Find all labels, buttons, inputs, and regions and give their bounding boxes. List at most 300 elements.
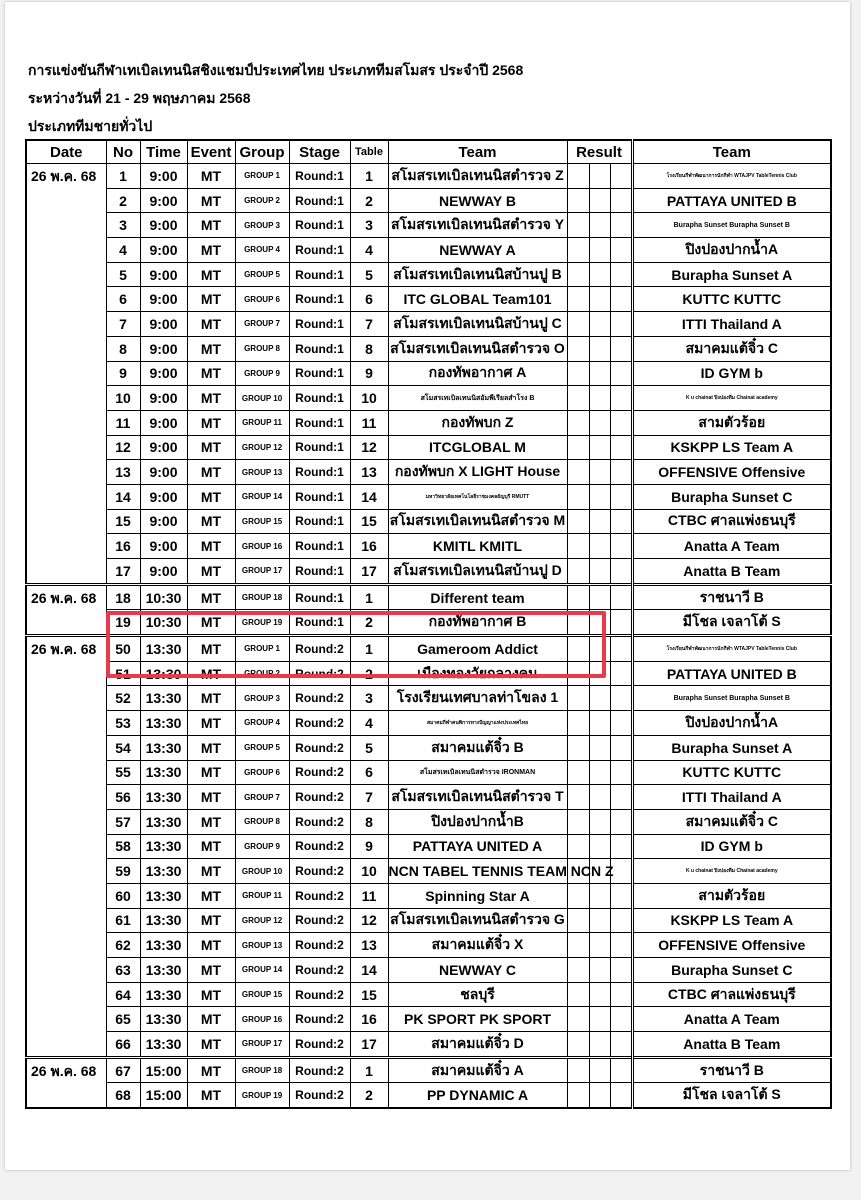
table-row	[26, 785, 831, 810]
col-header-group: Group	[235, 140, 289, 164]
team-home-cell: โรงเรียนเทศบาลท่าโขลง 1	[388, 686, 567, 711]
group-cell: GROUP 19	[235, 1083, 289, 1108]
team-away-cell: สามตัวร้อย	[632, 410, 831, 435]
table-no-cell: 5	[350, 262, 388, 287]
event-cell: MT	[187, 336, 235, 361]
result-cell-left	[567, 760, 589, 785]
team-away-cell: KSKPP LS Team A	[632, 908, 831, 933]
result-cell-mid	[589, 484, 610, 509]
group-cell: GROUP 4	[235, 711, 289, 736]
result-cell-left	[567, 435, 589, 460]
table-row	[26, 312, 831, 337]
team-away-cell: KUTTC KUTTC	[632, 760, 831, 785]
result-cell-right	[610, 933, 632, 958]
match-no-cell: 61	[106, 908, 140, 933]
result-cell-left	[567, 262, 589, 287]
event-cell: MT	[187, 410, 235, 435]
stage-cell: Round:1	[289, 534, 350, 559]
time-cell: 10:30	[140, 584, 187, 610]
team-away-cell: KUTTC KUTTC	[632, 287, 831, 312]
team-home-cell: KMITL KMITL	[388, 534, 567, 559]
table-row	[26, 336, 831, 361]
table-no-cell: 3	[350, 686, 388, 711]
result-cell-right	[610, 785, 632, 810]
event-cell: MT	[187, 262, 235, 287]
table-no-cell: 8	[350, 336, 388, 361]
time-cell: 13:30	[140, 1007, 187, 1032]
table-row	[26, 1032, 831, 1058]
team-away-cell: Anatta B Team	[632, 559, 831, 585]
team-home-cell: NEWWAY C	[388, 958, 567, 983]
result-cell-left	[567, 188, 589, 213]
date-cell: 26 พ.ค. 68	[26, 164, 106, 585]
match-no-cell: 65	[106, 1007, 140, 1032]
result-cell-right	[610, 509, 632, 534]
event-cell: MT	[187, 883, 235, 908]
stage-cell: Round:1	[289, 410, 350, 435]
result-cell-mid	[589, 213, 610, 238]
team-home-cell: สโมสรเทเบิลเทนนิสตำรวจ O	[388, 336, 567, 361]
stage-cell: Round:2	[289, 809, 350, 834]
result-cell-left	[567, 460, 589, 485]
result-cell-mid	[589, 735, 610, 760]
table-no-cell: 3	[350, 213, 388, 238]
match-no-cell: 10	[106, 386, 140, 411]
col-header-event: Event	[187, 140, 235, 164]
table-no-cell: 6	[350, 760, 388, 785]
result-cell-right	[610, 262, 632, 287]
event-cell: MT	[187, 859, 235, 884]
team-away-cell: OFFENSIVE Offensive	[632, 933, 831, 958]
match-no-cell: 8	[106, 336, 140, 361]
result-cell-right	[610, 610, 632, 636]
team-away-cell: CTBC ศาลแพ่งธนบุรี	[632, 982, 831, 1007]
team-home-cell: สโมสรเทเบิลเทนนิสบ้านปู C	[388, 312, 567, 337]
match-no-cell: 51	[106, 661, 140, 686]
time-cell: 9:00	[140, 484, 187, 509]
result-cell-mid	[589, 534, 610, 559]
table-no-cell: 12	[350, 908, 388, 933]
stage-cell: Round:2	[289, 933, 350, 958]
stage-cell: Round:1	[289, 238, 350, 263]
event-cell: MT	[187, 1083, 235, 1108]
result-cell-mid	[589, 958, 610, 983]
time-cell: 9:00	[140, 509, 187, 534]
result-cell-right	[610, 711, 632, 736]
team-home-cell: สโมสรเทเบิลเทนนิสตำรวจ M	[388, 509, 567, 534]
table-row	[26, 509, 831, 534]
result-cell-left	[567, 1007, 589, 1032]
table-row	[26, 908, 831, 933]
stage-cell: Round:2	[289, 982, 350, 1007]
match-no-cell: 59	[106, 859, 140, 884]
table-row	[26, 1057, 831, 1083]
match-no-cell: 14	[106, 484, 140, 509]
match-no-cell: 4	[106, 238, 140, 263]
team-home-cell: สโมสรเทเบิลเทนนิสตำรวจ T	[388, 785, 567, 810]
table-no-cell: 14	[350, 958, 388, 983]
event-cell: MT	[187, 958, 235, 983]
table-no-cell: 1	[350, 636, 388, 662]
result-cell-left	[567, 534, 589, 559]
time-cell: 13:30	[140, 933, 187, 958]
table-row	[26, 410, 831, 435]
result-cell-mid	[589, 711, 610, 736]
match-no-cell: 1	[106, 164, 140, 189]
team-home-cell: สโมสรเทเบิลเทนนิสบ้านปู B	[388, 262, 567, 287]
stage-cell: Round:2	[289, 686, 350, 711]
result-cell-left	[567, 1083, 589, 1108]
team-home-cell: มหาวิทยาลัยเทคโนโลยีราชมงคลธัญบุรี RMUTT	[388, 484, 567, 509]
stage-cell: Round:2	[289, 958, 350, 983]
time-cell: 13:30	[140, 711, 187, 736]
result-cell-left	[567, 410, 589, 435]
result-cell-left	[567, 287, 589, 312]
group-cell: GROUP 17	[235, 1032, 289, 1058]
table-row	[26, 760, 831, 785]
result-cell-right	[610, 958, 632, 983]
event-cell: MT	[187, 534, 235, 559]
event-cell: MT	[187, 213, 235, 238]
result-cell-left	[567, 908, 589, 933]
result-cell-left	[567, 735, 589, 760]
team-home-cell: PP DYNAMIC A	[388, 1083, 567, 1108]
table-no-cell: 16	[350, 1007, 388, 1032]
team-home-cell: ITCGLOBAL M	[388, 435, 567, 460]
match-no-cell: 2	[106, 188, 140, 213]
match-no-cell: 57	[106, 809, 140, 834]
table-row	[26, 859, 831, 884]
result-cell-left	[567, 559, 589, 585]
match-no-cell: 16	[106, 534, 140, 559]
event-cell: MT	[187, 735, 235, 760]
event-cell: MT	[187, 686, 235, 711]
team-away-cell: Burapha Sunset A	[632, 262, 831, 287]
result-cell-left	[567, 982, 589, 1007]
group-cell: GROUP 15	[235, 509, 289, 534]
table-no-cell: 5	[350, 735, 388, 760]
group-cell: GROUP 5	[235, 735, 289, 760]
result-cell-mid	[589, 834, 610, 859]
result-cell-mid	[589, 188, 610, 213]
col-header-no: No	[106, 140, 140, 164]
table-no-cell: 1	[350, 584, 388, 610]
group-cell: GROUP 2	[235, 188, 289, 213]
table-no-cell: 11	[350, 883, 388, 908]
table-no-cell: 9	[350, 834, 388, 859]
group-cell: GROUP 14	[235, 958, 289, 983]
group-cell: GROUP 7	[235, 312, 289, 337]
stage-cell: Round:2	[289, 883, 350, 908]
team-away-cell: สามตัวร้อย	[632, 883, 831, 908]
team-away-cell: K u chainat ปิงปองทีม Chainat academy	[632, 386, 831, 411]
team-away-cell: Burapha Sunset C	[632, 484, 831, 509]
result-cell-right	[610, 636, 632, 662]
schedule-body	[26, 164, 831, 1109]
col-header-table: Table	[350, 140, 388, 164]
table-no-cell: 10	[350, 859, 388, 884]
event-cell: MT	[187, 386, 235, 411]
table-row	[26, 460, 831, 485]
event-cell: MT	[187, 636, 235, 662]
result-cell-left	[567, 312, 589, 337]
col-header-stage: Stage	[289, 140, 350, 164]
result-cell-left	[567, 834, 589, 859]
match-no-cell: 66	[106, 1032, 140, 1058]
stage-cell: Round:1	[289, 312, 350, 337]
table-row	[26, 610, 831, 636]
result-cell-left	[567, 809, 589, 834]
group-cell: GROUP 3	[235, 213, 289, 238]
result-cell-left	[567, 711, 589, 736]
result-cell-left	[567, 484, 589, 509]
match-no-cell: 52	[106, 686, 140, 711]
team-home-cell: NCN TABEL TENNIS TEAM NCN Z	[388, 859, 567, 884]
stage-cell: Round:2	[289, 636, 350, 662]
table-no-cell: 16	[350, 534, 388, 559]
table-row	[26, 982, 831, 1007]
result-cell-left	[567, 238, 589, 263]
group-cell: GROUP 12	[235, 435, 289, 460]
table-no-cell: 1	[350, 1057, 388, 1083]
result-cell-right	[610, 686, 632, 711]
team-home-cell: สโมสรเทเบิลเทนนิสอัมพีเรียลสำโรง B	[388, 386, 567, 411]
stage-cell: Round:1	[289, 559, 350, 585]
table-no-cell: 1	[350, 164, 388, 189]
result-cell-right	[610, 287, 632, 312]
result-cell-mid	[589, 410, 610, 435]
result-cell-right	[610, 908, 632, 933]
result-cell-left	[567, 584, 589, 610]
stage-cell: Round:2	[289, 785, 350, 810]
result-cell-right	[610, 1083, 632, 1108]
time-cell: 10:30	[140, 610, 187, 636]
group-cell: GROUP 18	[235, 584, 289, 610]
time-cell: 13:30	[140, 735, 187, 760]
event-cell: MT	[187, 361, 235, 386]
table-row	[26, 484, 831, 509]
table-no-cell: 17	[350, 559, 388, 585]
group-cell: GROUP 9	[235, 361, 289, 386]
stage-cell: Round:1	[289, 213, 350, 238]
result-cell-right	[610, 834, 632, 859]
group-cell: GROUP 16	[235, 1007, 289, 1032]
match-no-cell: 15	[106, 509, 140, 534]
stage-cell: Round:2	[289, 760, 350, 785]
table-no-cell: 2	[350, 1083, 388, 1108]
result-cell-left	[567, 933, 589, 958]
event-cell: MT	[187, 164, 235, 189]
schedule-table	[25, 139, 832, 1109]
team-home-cell: สมาคมแต้จิ๋ว B	[388, 735, 567, 760]
team-away-cell: CTBC ศาลแพ่งธนบุรี	[632, 509, 831, 534]
group-cell: GROUP 19	[235, 610, 289, 636]
result-cell-mid	[589, 809, 610, 834]
result-cell-mid	[589, 883, 610, 908]
date-cell: 26 พ.ค. 68	[26, 1057, 106, 1108]
table-no-cell: 13	[350, 460, 388, 485]
team-home-cell: สโมสรเทเบิลเทนนิสบ้านปู D	[388, 559, 567, 585]
stage-cell: Round:2	[289, 1057, 350, 1083]
group-cell: GROUP 10	[235, 386, 289, 411]
header-row	[26, 140, 831, 164]
team-away-cell: OFFENSIVE Offensive	[632, 460, 831, 485]
event-cell: MT	[187, 1057, 235, 1083]
stage-cell: Round:2	[289, 1032, 350, 1058]
result-cell-mid	[589, 785, 610, 810]
time-cell: 9:00	[140, 188, 187, 213]
match-no-cell: 54	[106, 735, 140, 760]
table-no-cell: 10	[350, 386, 388, 411]
result-cell-mid	[589, 933, 610, 958]
date-cell: 26 พ.ค. 68	[26, 584, 106, 635]
time-cell: 9:00	[140, 534, 187, 559]
result-cell-left	[567, 1032, 589, 1058]
team-away-cell: Burapha Sunset Burapha Sunset B	[632, 213, 831, 238]
team-away-cell: ปิงปองปากน้ำA	[632, 711, 831, 736]
match-no-cell: 18	[106, 584, 140, 610]
result-cell-right	[610, 534, 632, 559]
time-cell: 9:00	[140, 435, 187, 460]
result-cell-right	[610, 164, 632, 189]
result-cell-right	[610, 484, 632, 509]
table-row	[26, 1083, 831, 1108]
table-no-cell: 6	[350, 287, 388, 312]
stage-cell: Round:2	[289, 711, 350, 736]
group-cell: GROUP 13	[235, 933, 289, 958]
result-cell-mid	[589, 1083, 610, 1108]
group-cell: GROUP 8	[235, 809, 289, 834]
result-cell-right	[610, 312, 632, 337]
group-cell: GROUP 5	[235, 262, 289, 287]
result-cell-mid	[589, 686, 610, 711]
team-away-cell: โรงเรียนกีฬาพัฒนาการนักกีฬา WTAJPV TableTennis Club	[632, 164, 831, 189]
result-cell-right	[610, 809, 632, 834]
match-no-cell: 6	[106, 287, 140, 312]
stage-cell: Round:1	[289, 610, 350, 636]
team-home-cell: Different team	[388, 584, 567, 610]
result-cell-left	[567, 1057, 589, 1083]
event-cell: MT	[187, 559, 235, 585]
table-no-cell: 8	[350, 809, 388, 834]
group-cell: GROUP 13	[235, 460, 289, 485]
team-home-cell: NEWWAY B	[388, 188, 567, 213]
date-cell: 26 พ.ค. 68	[26, 636, 106, 1058]
time-cell: 9:00	[140, 312, 187, 337]
time-cell: 9:00	[140, 336, 187, 361]
table-row	[26, 958, 831, 983]
team-home-cell: สโมสรเทเบิลเทนนิสตำรวจ IRONMAN	[388, 760, 567, 785]
table-row	[26, 287, 831, 312]
group-cell: GROUP 9	[235, 834, 289, 859]
team-away-cell: PATTAYA UNITED B	[632, 661, 831, 686]
team-away-cell: สมาคมแต้จิ๋ว C	[632, 809, 831, 834]
time-cell: 13:30	[140, 908, 187, 933]
event-cell: MT	[187, 809, 235, 834]
group-cell: GROUP 10	[235, 859, 289, 884]
team-home-cell: สมาคมแต้จิ๋ว D	[388, 1032, 567, 1058]
match-no-cell: 64	[106, 982, 140, 1007]
table-row	[26, 534, 831, 559]
event-cell: MT	[187, 610, 235, 636]
match-no-cell: 5	[106, 262, 140, 287]
result-cell-right	[610, 735, 632, 760]
event-cell: MT	[187, 484, 235, 509]
team-away-cell: ราชนาวี B	[632, 584, 831, 610]
col-header-team: Team	[388, 140, 567, 164]
table-row	[26, 834, 831, 859]
col-header-date: Date	[26, 140, 106, 164]
team-away-cell: Burapha Sunset Burapha Sunset B	[632, 686, 831, 711]
team-home-cell: สโมสรเทเบิลเทนนิสตำรวจ Z	[388, 164, 567, 189]
event-cell: MT	[187, 460, 235, 485]
result-cell-right	[610, 1032, 632, 1058]
result-cell-mid	[589, 238, 610, 263]
event-cell: MT	[187, 908, 235, 933]
time-cell: 9:00	[140, 460, 187, 485]
col-header-result: Result	[567, 140, 632, 164]
team-away-cell: ID GYM b	[632, 834, 831, 859]
team-home-cell: กองทัพบก Z	[388, 410, 567, 435]
result-cell-left	[567, 610, 589, 636]
result-cell-right	[610, 213, 632, 238]
team-home-cell: NEWWAY A	[388, 238, 567, 263]
result-cell-left	[567, 336, 589, 361]
result-cell-right	[610, 361, 632, 386]
team-away-cell: Anatta B Team	[632, 1032, 831, 1058]
event-cell: MT	[187, 1032, 235, 1058]
team-away-cell: K u chainat ปิงปองทีม Chainat academy	[632, 859, 831, 884]
time-cell: 9:00	[140, 287, 187, 312]
col-header-time: Time	[140, 140, 187, 164]
table-no-cell: 7	[350, 312, 388, 337]
stage-cell: Round:1	[289, 164, 350, 189]
group-cell: GROUP 14	[235, 484, 289, 509]
time-cell: 13:30	[140, 982, 187, 1007]
result-cell-mid	[589, 386, 610, 411]
table-no-cell: 15	[350, 982, 388, 1007]
table-no-cell: 4	[350, 238, 388, 263]
team-home-cell: กองทัพบก X LIGHT House	[388, 460, 567, 485]
result-cell-left	[567, 509, 589, 534]
table-no-cell: 2	[350, 661, 388, 686]
time-cell: 9:00	[140, 559, 187, 585]
time-cell: 9:00	[140, 164, 187, 189]
event-cell: MT	[187, 785, 235, 810]
time-cell: 13:30	[140, 834, 187, 859]
match-no-cell: 19	[106, 610, 140, 636]
team-home-cell: Gameroom Addict	[388, 636, 567, 662]
table-no-cell: 2	[350, 188, 388, 213]
event-cell: MT	[187, 584, 235, 610]
stage-cell: Round:2	[289, 1007, 350, 1032]
group-cell: GROUP 1	[235, 636, 289, 662]
result-cell-mid	[589, 1032, 610, 1058]
result-cell-right	[610, 559, 632, 585]
result-cell-right	[610, 760, 632, 785]
table-row	[26, 164, 831, 189]
time-cell: 13:30	[140, 883, 187, 908]
table-no-cell: 4	[350, 711, 388, 736]
result-cell-left	[567, 958, 589, 983]
stage-cell: Round:1	[289, 262, 350, 287]
table-row	[26, 883, 831, 908]
result-cell-left	[567, 686, 589, 711]
team-home-cell: ปิงปองปากน้ำB	[388, 809, 567, 834]
team-home-cell: เมืองทองวัยกลางคน	[388, 661, 567, 686]
stage-cell: Round:1	[289, 484, 350, 509]
result-cell-left	[567, 883, 589, 908]
